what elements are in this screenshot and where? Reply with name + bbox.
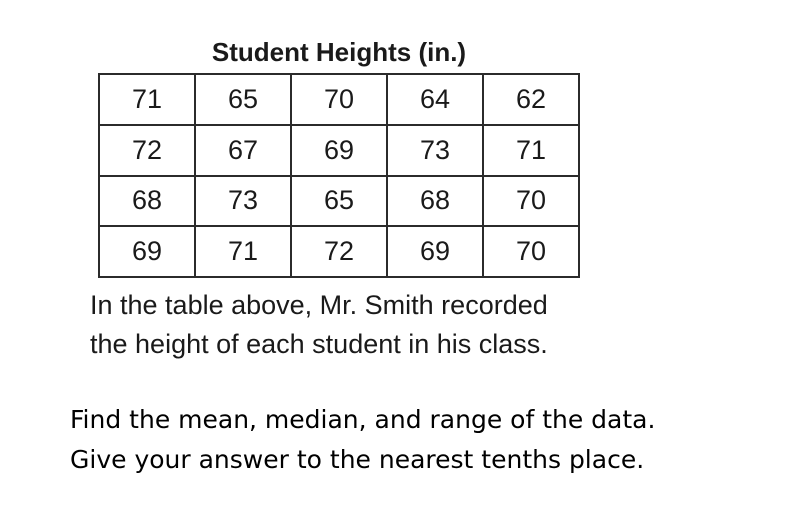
table-row	[99, 176, 579, 227]
table-cell: 67	[195, 125, 291, 176]
table-cell: 73	[387, 125, 483, 176]
table-cell: 62	[483, 74, 579, 125]
table-cell: 73	[195, 176, 291, 227]
question-line-1: Find the mean, median, and range of the data.	[70, 405, 656, 434]
table-caption	[90, 286, 690, 364]
table-cell: 65	[195, 74, 291, 125]
table-cell: 70	[483, 176, 579, 227]
table-cell: 64	[387, 74, 483, 125]
table-title: Student Heights (in.)	[211, 37, 467, 67]
table-cell: 71	[99, 74, 195, 125]
table-cell: 69	[291, 125, 387, 176]
table-cell: 69	[99, 226, 195, 277]
caption-line-1: In the table above, Mr. Smith recorded	[90, 290, 548, 320]
table-row	[99, 226, 579, 277]
student-heights-table	[98, 73, 580, 278]
question-prompt	[70, 400, 790, 480]
caption-line-2: the height of each student in his class.	[90, 329, 548, 359]
table-cell: 69	[387, 226, 483, 277]
table-cell: 71	[483, 125, 579, 176]
table-cell: 68	[387, 176, 483, 227]
question-line-2: Give your answer to the nearest tenths place.	[70, 445, 645, 474]
table-cell: 70	[291, 74, 387, 125]
table-cell: 72	[99, 125, 195, 176]
table-cell: 71	[195, 226, 291, 277]
table-row	[99, 125, 579, 176]
table-cell: 70	[483, 226, 579, 277]
table-cell: 65	[291, 176, 387, 227]
table-cell: 68	[99, 176, 195, 227]
table-row	[99, 74, 579, 125]
table-cell: 72	[291, 226, 387, 277]
table-body	[99, 74, 579, 277]
